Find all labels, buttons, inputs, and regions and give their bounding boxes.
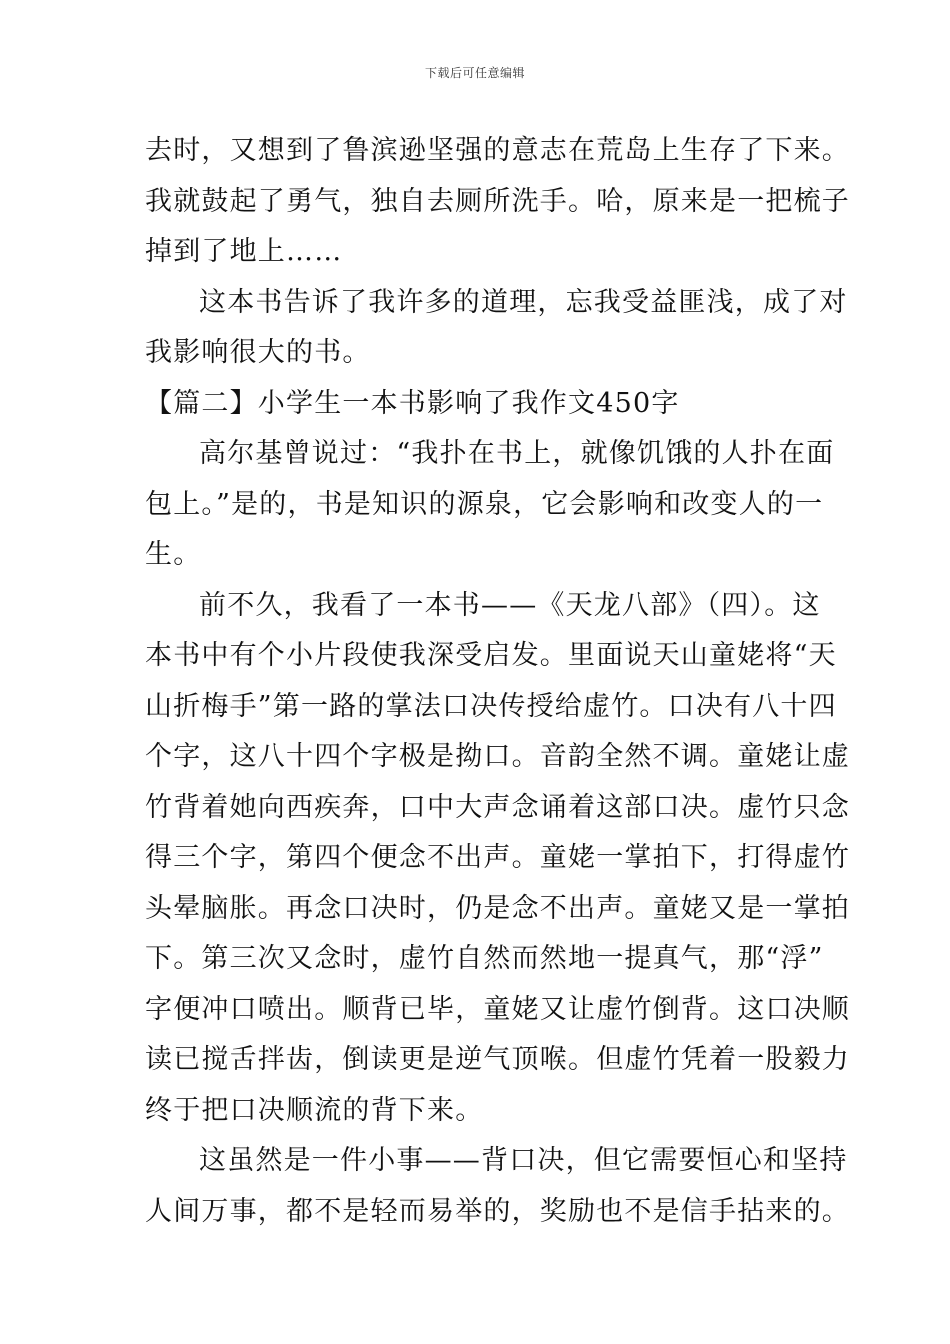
text-line: 这本书告诉了我许多的道理，忘我受益匪浅，成了对: [199, 286, 848, 318]
text-line: 【篇二】小学生一本书影响了我作文450字: [145, 387, 680, 419]
text-line: 山折梅手”第一路的掌法口决传授给虚竹。口决有八十四: [145, 690, 837, 722]
text-line: 个字，这八十四个字极是拗口。音韵全然不调。童姥让虚: [145, 741, 850, 772]
text-line: 生。: [145, 539, 202, 570]
text-line: 下。第三次又念时，虚竹自然而然地一提真气，那“浮”: [145, 943, 824, 974]
text-line: 前不久，我看了一本书——《天龙八部》（四）。这: [199, 589, 821, 621]
text-line: 终于把口决顺流的背下来。: [145, 1094, 484, 1126]
text-line: 去时，又想到了鲁滨逊坚强的意志在荒岛上生存了下来。: [145, 135, 850, 166]
text-line: 人间万事，都不是轻而易举的，奖励也不是信手拈来的。: [145, 1195, 850, 1227]
text-line: 我影响很大的书。: [145, 337, 371, 368]
text-line: 字便冲口喷出。顺背已毕，童姥又让虚竹倒背。这口决顺: [145, 993, 850, 1025]
text-line: 我就鼓起了勇气，独自去厕所洗手。哈，原来是一把梳子: [145, 185, 850, 217]
article-body: [145, 126, 850, 1237]
text-line: 高尔基曾说过：“我扑在书上，就像饥饿的人扑在面: [199, 438, 835, 469]
text-line: 掉到了地上……: [145, 236, 343, 267]
text-line: 竹背着她向西疾奔，口中大声念诵着这部口决。虚竹只念: [145, 791, 850, 823]
text-line: 这虽然是一件小事——背口决，但它需要恒心和坚持: [199, 1145, 848, 1176]
text-line: 得三个字，第四个便念不出声。童姥一掌拍下，打得虚竹: [145, 842, 850, 873]
page-header: 下载后可任意编辑: [424, 66, 525, 80]
text-line: 头晕脑胀。再念口决时，仍是念不出声。童姥又是一掌拍: [145, 892, 850, 924]
text-line: 本书中有个小片段使我深受启发。里面说天山童姥将“天: [145, 640, 837, 671]
text-line: 读已搅舌拌齿，倒读更是逆气顶喉。但虚竹凭着一股毅力: [145, 1044, 850, 1075]
text-line: 包上。”是的，书是知识的源泉，它会影响和改变人的一: [145, 488, 824, 520]
